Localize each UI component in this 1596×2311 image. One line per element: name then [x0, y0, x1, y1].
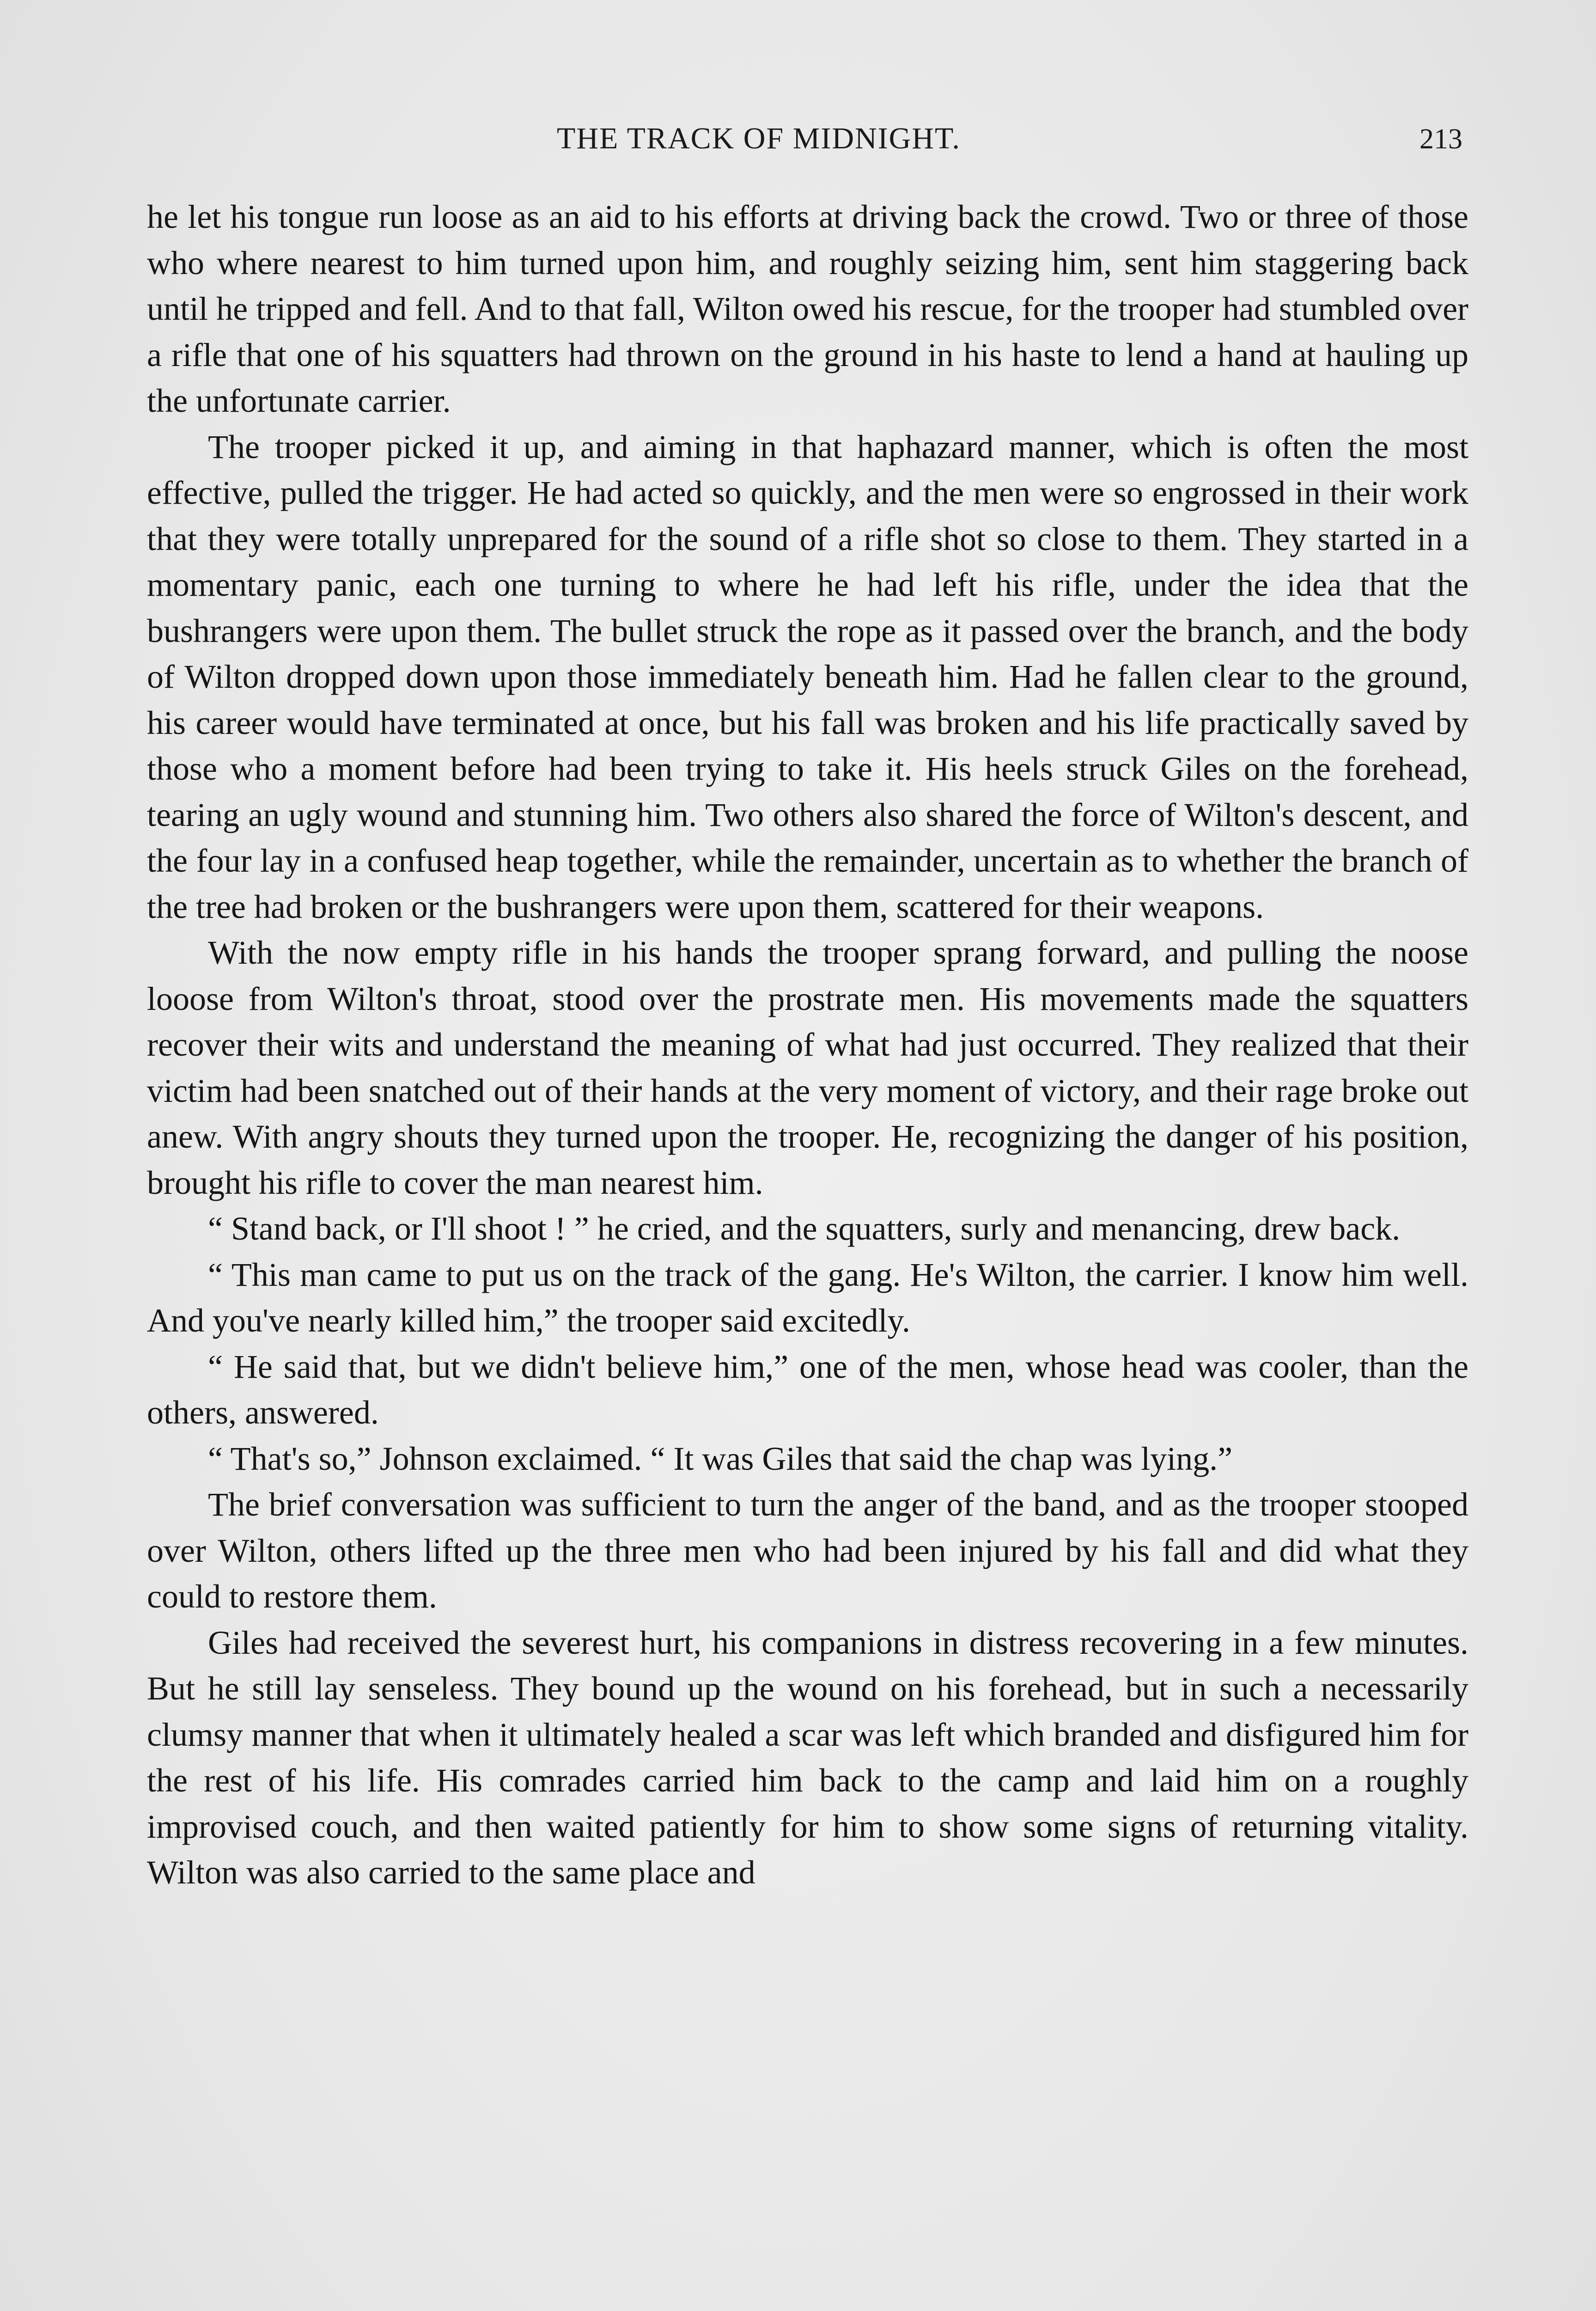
- paragraph-3: With the now empty rifle in his hands the trooper sprang forward, and pulling the noose looose from Wilton's throat, stood over the prostrate men. His movements made the squatters recover their wits and understand the meaning of what had just occurred. They realized that their victim had been snatched out of their hands at the very moment of victory, and their rage broke out anew. With angry shouts they turned upon the trooper. He, recognizing the danger of his position, brought his rifle to cover the man nearest him.: [147, 934, 1468, 1201]
- paragraph-6: “ He said that, but we didn't believe him,” one of the men, whose head was cooler, than the others, answered.: [147, 1348, 1468, 1431]
- page-number: 213: [1419, 123, 1462, 155]
- paragraph-7: “ That's so,” Johnson exclaimed. “ It was Giles that said the chap was lying.”: [208, 1440, 1233, 1477]
- paragraph-8: The brief conversation was sufficient to turn the anger of the band, and as the trooper stooped over Wilton, others lifted up the three men who had been injured by his fall and did what they could to restore them.: [147, 1486, 1468, 1615]
- body-text: [147, 194, 1468, 1896]
- paragraph-4: “ Stand back, or I'll shoot ! ” he cried, and the squatters, surly and menancing, drew back.: [208, 1210, 1401, 1247]
- paragraph-2: The trooper picked it up, and aiming in that haphazard manner, which is often the most effective, pulled the trigger. He had acted so quickly, and the men were so engrossed in their work that they were totally unprepared for the sound of a rifle shot so close to them. They started in a momentary panic, each one turning to where he had left his rifle, under the idea that the bushrangers were upon them. The bullet struck the rope as it passed over the branch, and the body of Wilton dropped down upon those immediately beneath him. Had he fallen clear to the ground, his career would have terminated at once, but his fall was broken and his life practically saved by those who a moment before had been trying to take it. His heels struck Giles on the forehead, tearing an ugly wound and stunning him. Two others also shared the force of Wilton's descent, and the four lay in a confused heap together, while the remainder, uncertain as to whether the branch of the tree had broken or the bushrangers were upon them, scattered for their weapons.: [147, 428, 1468, 925]
- running-head: THE TRACK OF MIDNIGHT.: [557, 122, 961, 155]
- paragraph-9: Giles had received the severest hurt, his companions in distress recovering in a few minutes. But he still lay senseless. They bound up the wound on his forehead, but in such a necessarily clumsy manner that when it ultimately healed a scar was left which branded and disfigured him for the rest of his life. His comrades carried him back to the camp and laid him on a roughly improvised couch, and then waited patiently for him to show some signs of returning vitality. Wilton was also carried to the same place and: [147, 1624, 1468, 1891]
- paragraph-1: he let his tongue run loose as an aid to his efforts at driving back the crowd. Two or three of those who where nearest to him turned upon him, and roughly seizing him, sent him staggering back until he tripped and fell. And to that fall, Wilton owed his rescue, for the trooper had stumbled over a rifle that one of his squatters had thrown on the ground in his haste to lend a hand at hauling up the unfortunate carrier.: [147, 198, 1468, 419]
- paragraph-5: “ This man came to put us on the track of the gang. He's Wilton, the carrier. I know him well. And you've nearly killed him,” the trooper said excitedly.: [147, 1256, 1468, 1339]
